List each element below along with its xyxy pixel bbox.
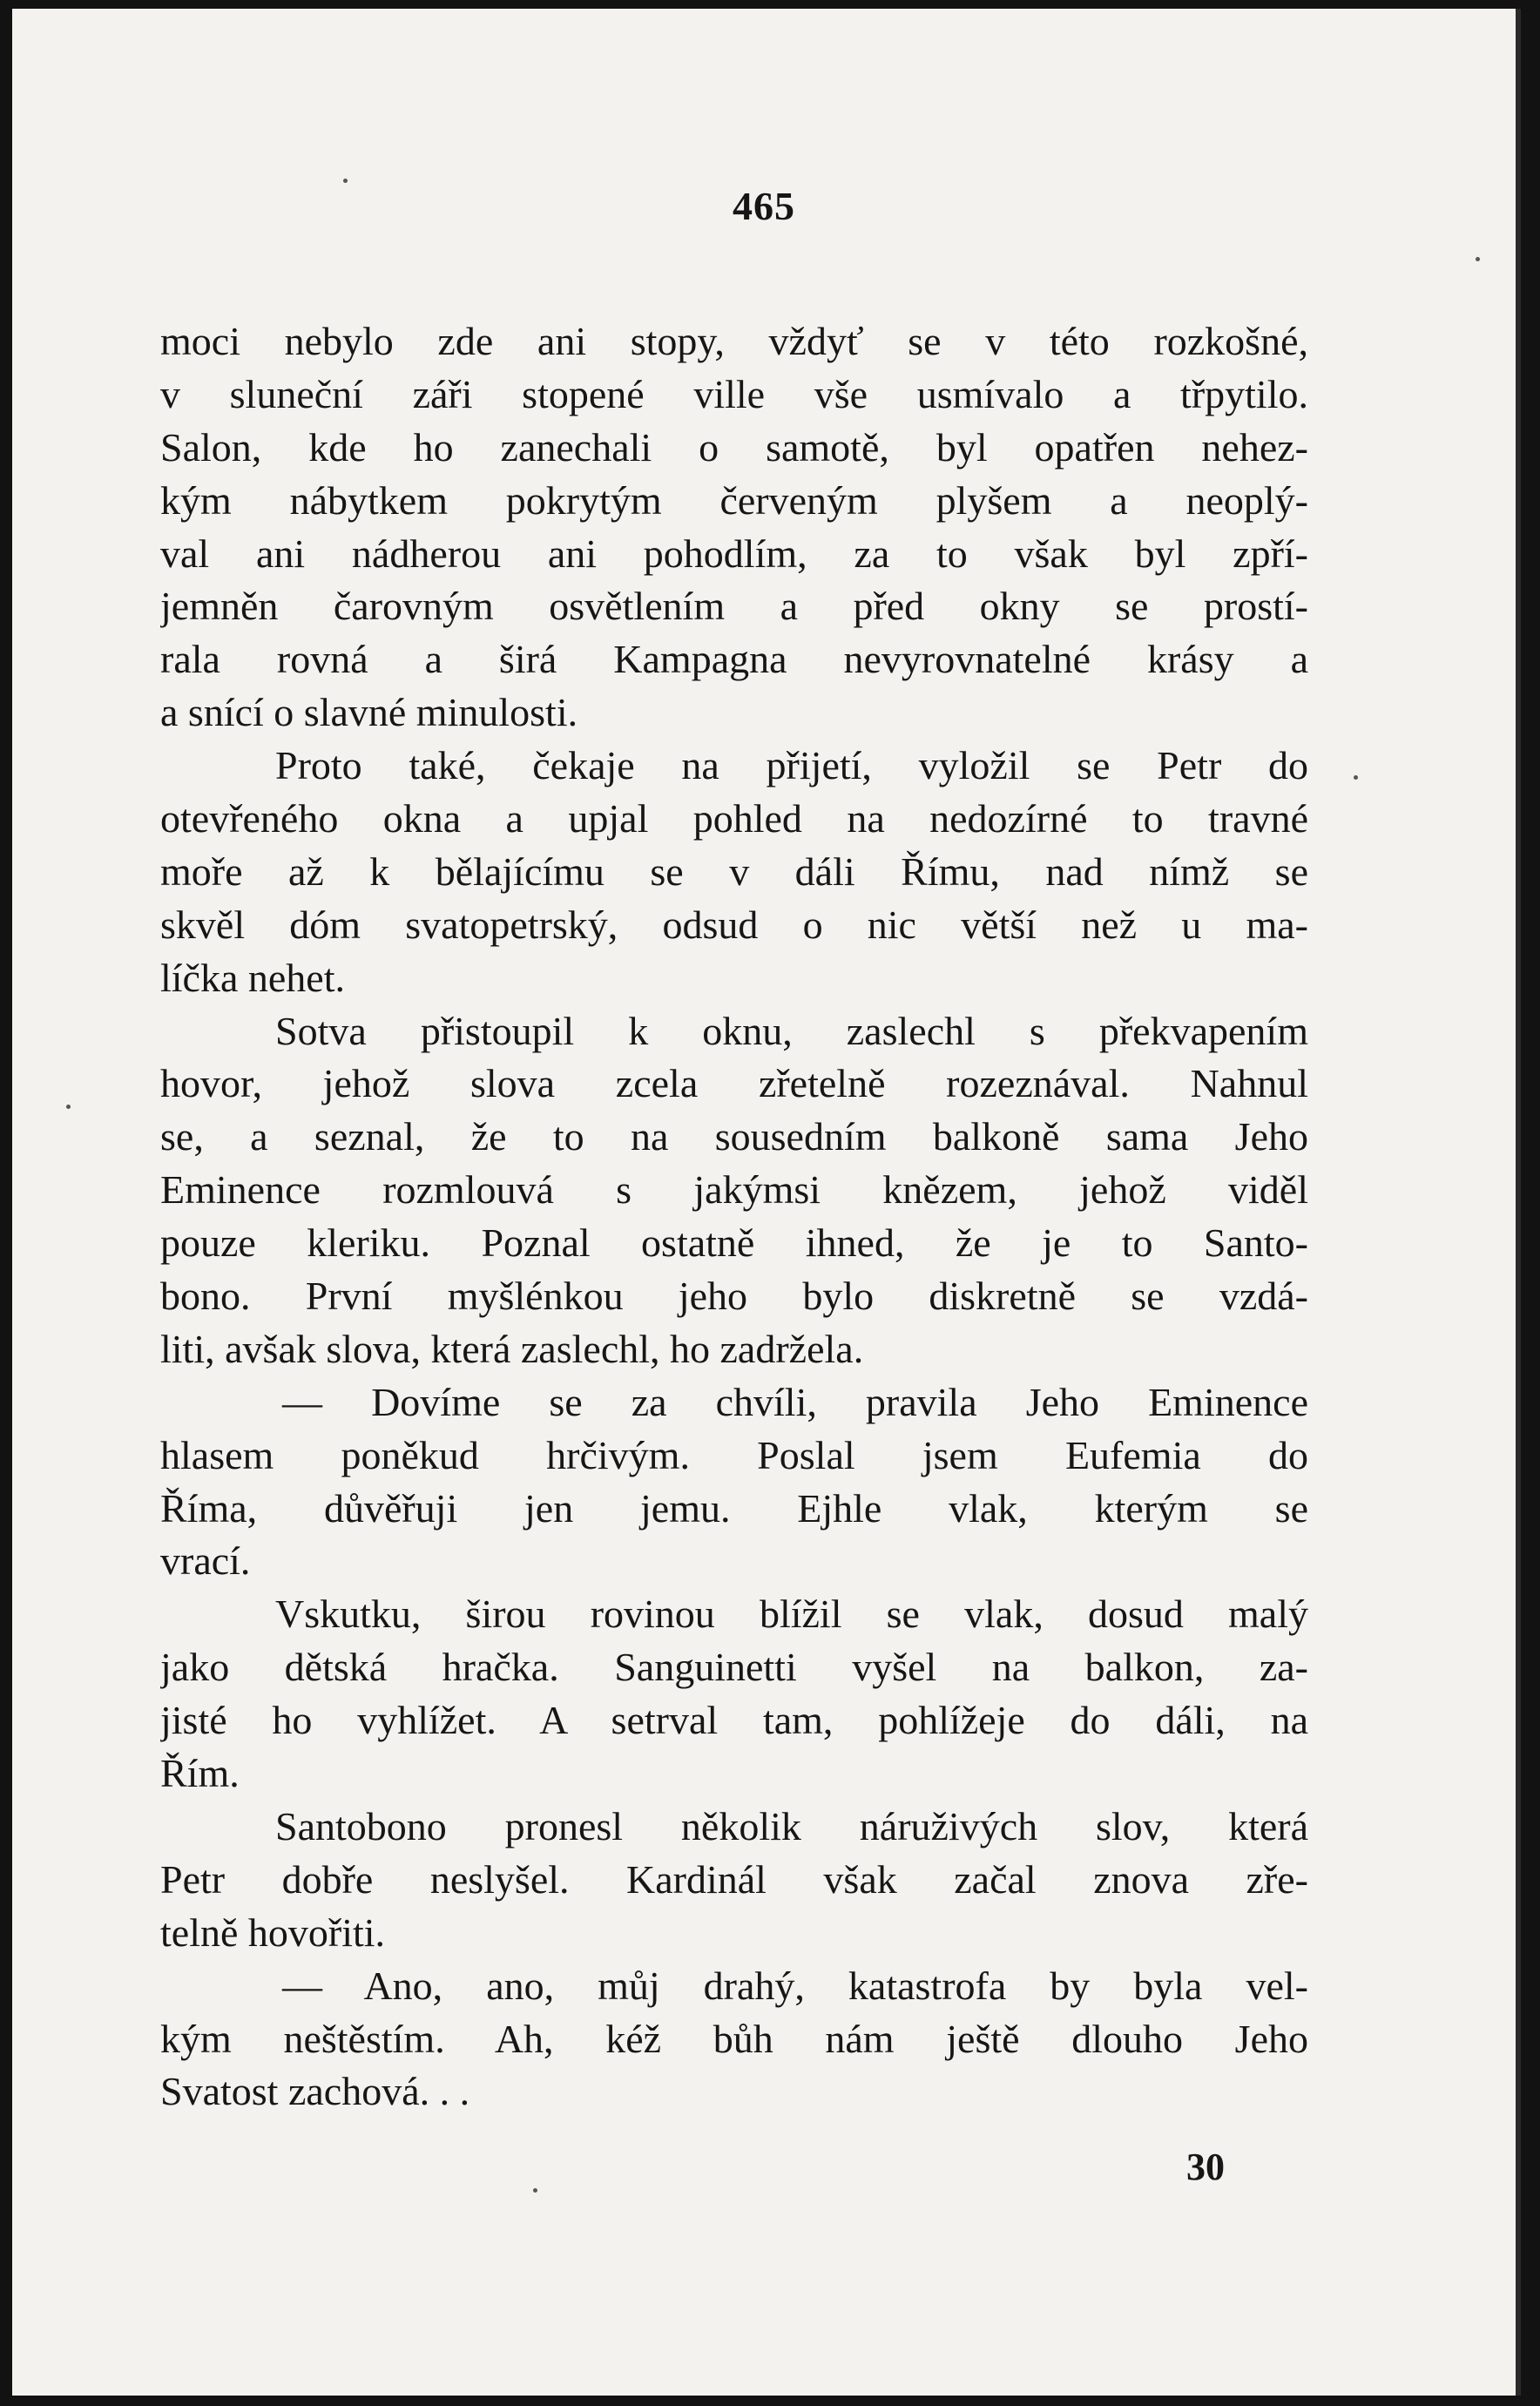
text-line: Proto také, čekaje na přijetí, vyložil se Petr do (275, 743, 1308, 788)
page-number: 465 (733, 184, 795, 228)
text-line: rala rovná a širá Kampagna nevyrovnatelné krásy a (160, 637, 1308, 682)
text-line: Petr dobře neslyšel. Kardinál však začal znova zře- (160, 1856, 1308, 1902)
paper-speck (1354, 775, 1358, 780)
text-line: vrací. (160, 1538, 251, 1584)
body-text (160, 315, 1308, 2119)
text-line: Eminence rozmlouvá s jakýmsi knězem, jehož viděl (160, 1167, 1308, 1213)
text-line: hovor, jehož slova zcela zřetelně rozeznával. Nahnul (160, 1061, 1308, 1106)
text-line: Salon, kde ho zanechali o samotě, byl opatřen nehez- (160, 424, 1308, 470)
text-line: skvěl dóm svatopetrský, odsud o nic větší než u ma- (160, 902, 1308, 947)
paper-speck (343, 179, 348, 183)
text-line: kým nábytkem pokrytým červeným plyšem a neoplý- (160, 477, 1308, 523)
text-line: liti, avšak slova, která zaslechl, ho zadržela. (160, 1326, 864, 1371)
paper-speck (66, 1105, 71, 1109)
text-line: a snící o slavné minulosti. (160, 690, 578, 735)
text-line: hlasem poněkud hrčivým. Poslal jsem Eufemia do (160, 1432, 1308, 1477)
text-line: otevřeného okna a upjal pohled na nedozírné to travné (160, 796, 1308, 841)
text-line: pouze kleriku. Poznal ostatně ihned, že je to Santo- (160, 1220, 1308, 1266)
text-line: — Dovíme se za chvíli, pravila Jeho Eminence (282, 1379, 1308, 1424)
text-line: moci nebylo zde ani stopy, vždyť se v této rozkošné, (160, 319, 1308, 363)
text-line: moře až k bělajícímu se v dáli Římu, nad nímž se (160, 848, 1308, 894)
text-line: val ani nádherou ani pohodlím, za to však byl zpří- (160, 531, 1308, 576)
text-line: — Ano, ano, můj drahý, katastrofa by byla vel- (282, 1963, 1308, 2008)
printer-signature-mark: 30 (1186, 2146, 1225, 2188)
text-line: telně hovořiti. (160, 1909, 386, 1955)
text-line: Říma, důvěřuji jen jemu. Ejhle vlak, kterým se (160, 1485, 1308, 1531)
text-line: se, a seznal, že to na sousedním balkoně sama Jeho (160, 1114, 1308, 1159)
text-line: jemněn čarovným osvětlením a před okny se prostí- (160, 584, 1308, 629)
text-line: Řím. (160, 1751, 240, 1796)
text-line: Vskutku, širou rovinou blížil se vlak, dosud malý (275, 1592, 1308, 1637)
text-line: bono. První myšlénkou jeho bylo diskretně se vzdá- (160, 1274, 1308, 1319)
text-line: Santobono pronesl několik náruživých slov, která (275, 1803, 1308, 1848)
text-line: jisté ho vyhlížet. A setrval tam, pohlížeje do dáli, na (160, 1698, 1308, 1743)
text-line: jako dětská hračka. Sanguinetti vyšel na balkon, za- (160, 1645, 1308, 1690)
text-line: líčka nehet. (160, 955, 346, 1000)
text-line: kým neštěstím. Ah, kéž bůh nám ještě dlouho Jeho (160, 2016, 1308, 2061)
book-page (12, 9, 1521, 2396)
paper-speck (1476, 257, 1480, 261)
text-line: Svatost zachová. . . (160, 2069, 470, 2114)
paper-speck (533, 2188, 537, 2193)
text-line: Sotva přistoupil k oknu, zaslechl s překvapením (275, 1008, 1308, 1053)
text-line: v sluneční záři stopené ville vše usmívalo a třpytilo. (160, 371, 1308, 416)
